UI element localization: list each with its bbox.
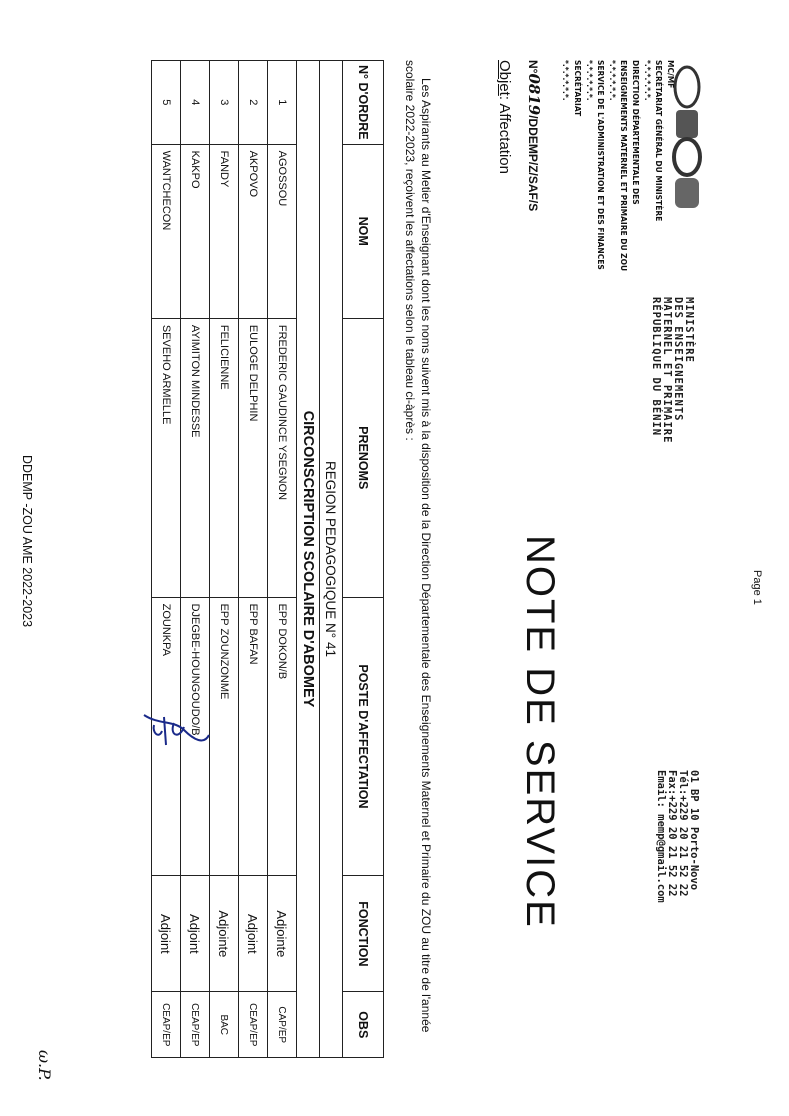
cell-prenoms: FREDERIC GAUDINCE YSEGNON <box>268 318 297 597</box>
contact-block <box>655 770 699 1020</box>
cell-no: 1 <box>268 61 297 145</box>
cell-poste: EPP DOKON/B <box>268 597 297 876</box>
reference-prefix: N° <box>526 60 540 74</box>
table-header-row <box>343 61 384 1058</box>
header-nom: NOM <box>343 144 384 318</box>
page-number: Page 1 <box>751 570 763 605</box>
region-label: REGION PEDAGOGIQUE N° 41 <box>320 61 343 1058</box>
subject-text: : Affectation <box>496 95 513 174</box>
footer-text: DDEMP -ZOU AME 2022-2023 <box>20 455 34 628</box>
header-line: *.*.*.*.*.*. <box>561 60 571 101</box>
table-row <box>181 61 210 1058</box>
cell-no: 4 <box>181 61 210 145</box>
circonscription-label: CIRCONSCRIPTION SCOLAIRE D'ABOMEY <box>297 61 320 1058</box>
subject-line <box>496 60 513 174</box>
table-row <box>210 61 239 1058</box>
cell-poste: ZOUNKPA <box>152 597 181 876</box>
cell-prenoms: AYIMITON MINDESSE <box>181 318 210 597</box>
header-line: *.*.*.*.*.*. <box>642 60 652 101</box>
intro-text: Les Aspirants au Metier d'Enseignant dont les noms suivent mis à la disposition de la Direction Départementale des Enseignements Maternel et Primaire du ZOU au titre de l'année scolaire 2022-2023, reçoivent les affectations selon le tableau ci-àprès : <box>402 60 433 1033</box>
table-row <box>239 61 268 1058</box>
cell-prenoms: SEVEHO ARMELLE <box>152 318 181 597</box>
contact-line: 01 BP 10 Porto-Novo <box>688 770 700 891</box>
header-line: SECRÉTARIAT GÉNÉRAL DU MINISTÈRE <box>654 60 664 222</box>
table-row <box>268 61 297 1058</box>
header-fonction: FONCTION <box>343 876 384 992</box>
signature-icon <box>134 705 214 755</box>
contact-line: Tél:+229 20 21 52 22 <box>676 770 689 897</box>
header-line: DIRECTION DÉPARTEMENTALE DES <box>631 60 641 205</box>
reference-handwritten-number: 0819 <box>525 73 543 116</box>
cell-fonction: Adjointe <box>210 876 239 992</box>
header-line: SERVICE DE L'ADMINISTRATION ET DES FINANCES <box>596 60 606 270</box>
ministry-block <box>650 297 694 527</box>
reference-number <box>525 60 543 211</box>
cell-fonction: Adjointe <box>268 876 297 992</box>
cell-poste: DJEGBE-HOUNGOUDO/B <box>181 597 210 876</box>
cell-nom: WANTCHECON <box>152 144 181 318</box>
cell-obs: CEAP/EP <box>239 992 268 1058</box>
ministry-line: MINISTÈRE <box>683 297 695 363</box>
header-line: *.*.*.*.*.*. <box>584 60 594 101</box>
cell-fonction: Adjoint <box>239 876 268 992</box>
cell-fonction: Adjoint <box>152 876 181 992</box>
header-line: SECRÉTARIAT <box>573 60 582 117</box>
cell-obs: CEAP/EP <box>181 992 210 1058</box>
document-title: NOTE DE SERVICE <box>518 535 562 929</box>
cell-nom: AKPOVO <box>239 144 268 318</box>
cell-nom: FANDY <box>210 144 239 318</box>
ministry-line: MATERNEL ET PRIMAIRE <box>660 297 673 444</box>
header-no: N° D'ORDRE <box>343 61 384 145</box>
contact-line: Fax:+229 20 21 52 22 <box>665 770 678 897</box>
circonscription-row <box>297 61 320 1058</box>
cell-obs: CEAP/EP <box>152 992 181 1058</box>
cell-obs: CAP/EP <box>268 992 297 1058</box>
cell-no: 2 <box>239 61 268 145</box>
header-prenoms: PRENOMS <box>343 318 384 597</box>
cell-prenoms: EULOGE DELPHIN <box>239 318 268 597</box>
subject-label: Objet <box>496 60 513 96</box>
cell-nom: AGOSSOU <box>268 144 297 318</box>
cell-poste: EPP BAFAN <box>239 597 268 876</box>
header-line: ENSEIGNEMENTS MATERNEL ET PRIMAIRE DU ZOU <box>619 60 629 272</box>
cell-nom: KAKPO <box>181 144 210 318</box>
header-line: *.*.*.*.*.*. <box>607 60 617 101</box>
header-obs: OBS <box>343 992 384 1058</box>
reference-suffix: /DDEMP/Z/SAF/S <box>526 115 540 212</box>
table-row <box>152 61 181 1058</box>
assignment-table <box>151 60 384 1058</box>
ministry-line: DES ENSEIGNEMENTS <box>671 297 684 422</box>
ministry-line: RÉPUBLIQUE DU BÉNIN <box>649 297 662 437</box>
cell-no: 5 <box>152 61 181 145</box>
cell-prenoms: FELICIENNE <box>210 318 239 597</box>
header-line: MC/MF <box>666 60 675 89</box>
cell-obs: BAC <box>210 992 239 1058</box>
cell-poste: EPP ZOUNZONME <box>210 597 239 876</box>
contact-line: Email: memp@gmail.com <box>654 770 667 903</box>
cell-fonction: Adjoint <box>181 876 210 992</box>
region-row <box>320 61 343 1058</box>
handwritten-initials: ω.P. <box>35 1050 54 1081</box>
cell-no: 3 <box>210 61 239 145</box>
header-poste: POSTE D'AFFECTATION <box>343 597 384 876</box>
intro-paragraph <box>402 60 434 1060</box>
